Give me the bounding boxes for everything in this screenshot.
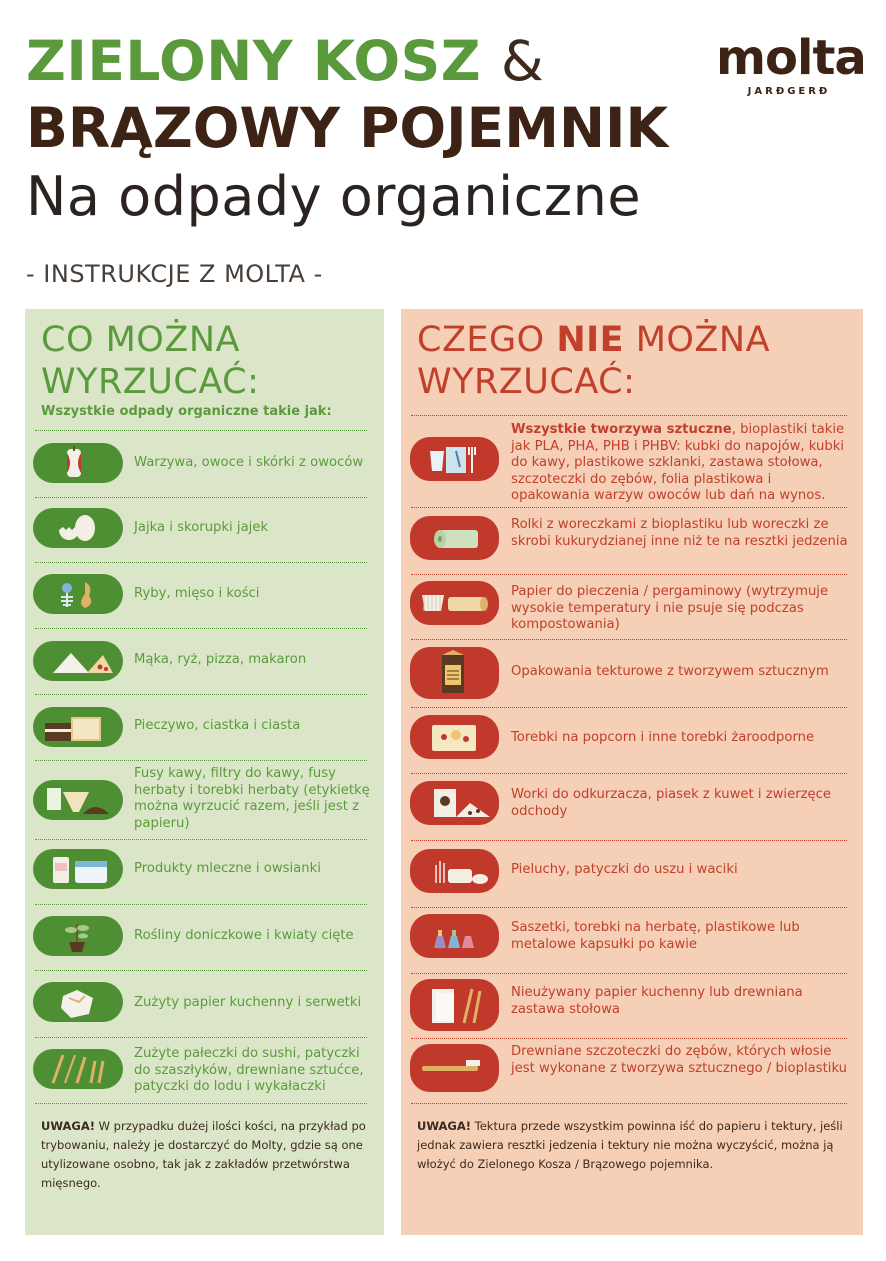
coffee-filter-icon xyxy=(33,780,123,820)
allowed-item-9: Zużyty papier kuchenny i serwetki xyxy=(134,995,362,1010)
divider xyxy=(411,1103,847,1104)
title-brown-container: BRĄZOWY POJEMNIK xyxy=(26,96,669,160)
forbidden-item-1-bold: Wszystkie tworzywa sztuczne xyxy=(511,422,732,437)
potted-plant-icon xyxy=(33,916,123,956)
allowed-panel xyxy=(25,309,384,1235)
divider xyxy=(411,973,847,974)
plastic-cup-icon xyxy=(410,437,499,481)
forbidden-item-1 xyxy=(511,422,851,505)
apple-core-icon xyxy=(33,443,123,483)
divider xyxy=(35,628,367,629)
allowed-note-text: W przypadku dużej ilości kości, na przykład po trybowaniu, należy je dostarczyć do Molty, gdzie są one utylizowane osobno, tak jak z zakładów przetwórstwa mięsnego. xyxy=(41,1119,366,1190)
allowed-intro: Wszystkie odpady organiczne takie jak: xyxy=(41,404,332,419)
forbidden-heading-line2: WYRZUCAĆ: xyxy=(417,362,636,402)
divider xyxy=(411,639,847,640)
coffee-capsule-icon xyxy=(410,914,499,958)
diaper-icon xyxy=(410,849,499,893)
eggs-icon xyxy=(33,508,123,548)
allowed-note-label: UWAGA! xyxy=(41,1119,95,1133)
dairy-icon xyxy=(33,849,123,889)
divider xyxy=(35,497,367,498)
forbidden-item-6: Worki do odkurzacza, piasek z kuwet i zwierzęce odchody xyxy=(511,787,832,819)
allowed-note xyxy=(41,1117,376,1193)
allowed-item-6: Fusy kawy, filtry do kawy, fusy herbaty i torebki herbaty (etykietkę można wyrzucić razem, jeśli jest z papieru) xyxy=(134,766,370,831)
paper-cutlery-icon xyxy=(410,979,499,1031)
bag-roll-icon xyxy=(410,516,499,560)
allowed-item-2: Jajka i skorupki jajek xyxy=(134,520,269,535)
forbidden-heading-pre: CZEGO xyxy=(417,320,557,360)
divider xyxy=(35,694,367,695)
title-ampersand: & xyxy=(500,29,545,93)
bread-cake-icon xyxy=(33,707,123,747)
logo-wordmark: molta xyxy=(716,30,866,86)
forbidden-item-3: Papier do pieczenia / pergaminowy (wytrzymuje wysokie temperatury i nie psuje się podczas kompostowania) xyxy=(511,584,829,632)
fish-bone-icon xyxy=(33,574,123,614)
forbidden-heading xyxy=(417,319,770,403)
divider xyxy=(411,840,847,841)
toothbrush-icon xyxy=(410,1044,499,1092)
divider xyxy=(35,970,367,971)
divider xyxy=(35,760,367,761)
divider xyxy=(411,574,847,575)
forbidden-item-2: Rolki z woreczkami z bioplastiku lub woreczki ze skrobi kukurydzianej inne niż te na resztki jedzenia xyxy=(511,517,848,549)
forbidden-note-label: UWAGA! xyxy=(417,1119,471,1133)
instructions-subtitle: - INSTRUKCJE Z MOLTA - xyxy=(26,260,323,288)
forbidden-heading-post: MOŻNA xyxy=(624,320,771,360)
forbidden-note-text: Tektura przede wszystkim powinna iść do papieru i tektury, jeśli jednak zawiera resztki jedzenia i tektury nie można wyczyścić, można ją włożyć do Zielonego Kosza / Brązowego pojemnika. xyxy=(417,1119,843,1171)
flour-pizza-icon xyxy=(33,641,123,681)
allowed-item-8: Rośliny doniczkowe i kwiaty cięte xyxy=(134,928,354,943)
allowed-item-5: Pieczywo, ciastka i ciasta xyxy=(134,718,301,733)
popcorn-bag-icon xyxy=(410,715,499,759)
allowed-item-10: Zużyte pałeczki do sushi, patyczki do szaszłyków, drewniane sztućce, patyczki do lodu i wykałaczki xyxy=(134,1046,364,1094)
forbidden-heading-line1 xyxy=(417,319,770,361)
molta-logo xyxy=(716,30,866,97)
divider xyxy=(35,430,367,431)
title-green-bin xyxy=(26,30,544,92)
divider xyxy=(35,839,367,840)
allowed-heading xyxy=(41,319,259,403)
divider xyxy=(411,415,847,416)
allowed-item-7: Produkty mleczne i owsianki xyxy=(134,861,321,876)
title-subheading: Na odpady organiczne xyxy=(26,165,642,228)
forbidden-item-1-text: , bioplastiki takie jak PLA, PHA, PHB i PHBV: kubki do napojów, kubki do kawy, plastikowe szklanki, zastawa stołowa, szczoteczki do zębów, folia plastikowa i opakowania warzyw owoców lub dań na wynos. xyxy=(511,422,845,503)
forbidden-item-4: Opakowania tekturowe z tworzywem sztucznym xyxy=(511,664,829,679)
baking-paper-icon xyxy=(410,581,499,625)
allowed-item-3: Ryby, mięso i kości xyxy=(134,586,260,601)
divider xyxy=(35,1037,367,1038)
title-green-text: ZIELONY KOSZ xyxy=(26,29,482,93)
divider xyxy=(411,1038,847,1039)
forbidden-item-9: Nieużywany papier kuchenny lub drewniana zastawa stołowa xyxy=(511,985,803,1017)
divider xyxy=(411,707,847,708)
forbidden-item-10: Drewniane szczoteczki do zębów, których włosie jest wykonane z tworzywa sztucznego / bioplastiku xyxy=(511,1044,848,1076)
allowed-heading-line2: WYRZUCAĆ: xyxy=(41,362,260,402)
divider xyxy=(411,907,847,908)
divider xyxy=(35,562,367,563)
forbidden-note xyxy=(417,1117,857,1174)
carton-icon xyxy=(410,647,499,699)
forbidden-item-7: Pieluchy, patyczki do uszu i waciki xyxy=(511,862,738,877)
wooden-cutlery-icon xyxy=(33,1049,123,1089)
allowed-heading-line1: CO MOŻNA xyxy=(41,320,240,360)
forbidden-heading-strong: NIE xyxy=(556,320,625,360)
forbidden-item-8: Saszetki, torebki na herbatę, plastikowe lub metalowe kapsułki po kawie xyxy=(511,920,800,952)
logo-tagline: JARÐGERÐ xyxy=(747,86,831,97)
forbidden-panel xyxy=(401,309,863,1235)
allowed-item-1: Warzywa, owoce i skórki z owoców xyxy=(134,455,364,470)
forbidden-item-5: Torebki na popcorn i inne torebki żaroodporne xyxy=(511,730,815,745)
divider xyxy=(411,507,847,508)
vacuum-bag-icon xyxy=(410,781,499,825)
napkin-icon xyxy=(33,982,123,1022)
divider xyxy=(35,904,367,905)
allowed-item-4: Mąka, ryż, pizza, makaron xyxy=(134,652,307,667)
divider xyxy=(35,1103,367,1104)
divider xyxy=(411,773,847,774)
